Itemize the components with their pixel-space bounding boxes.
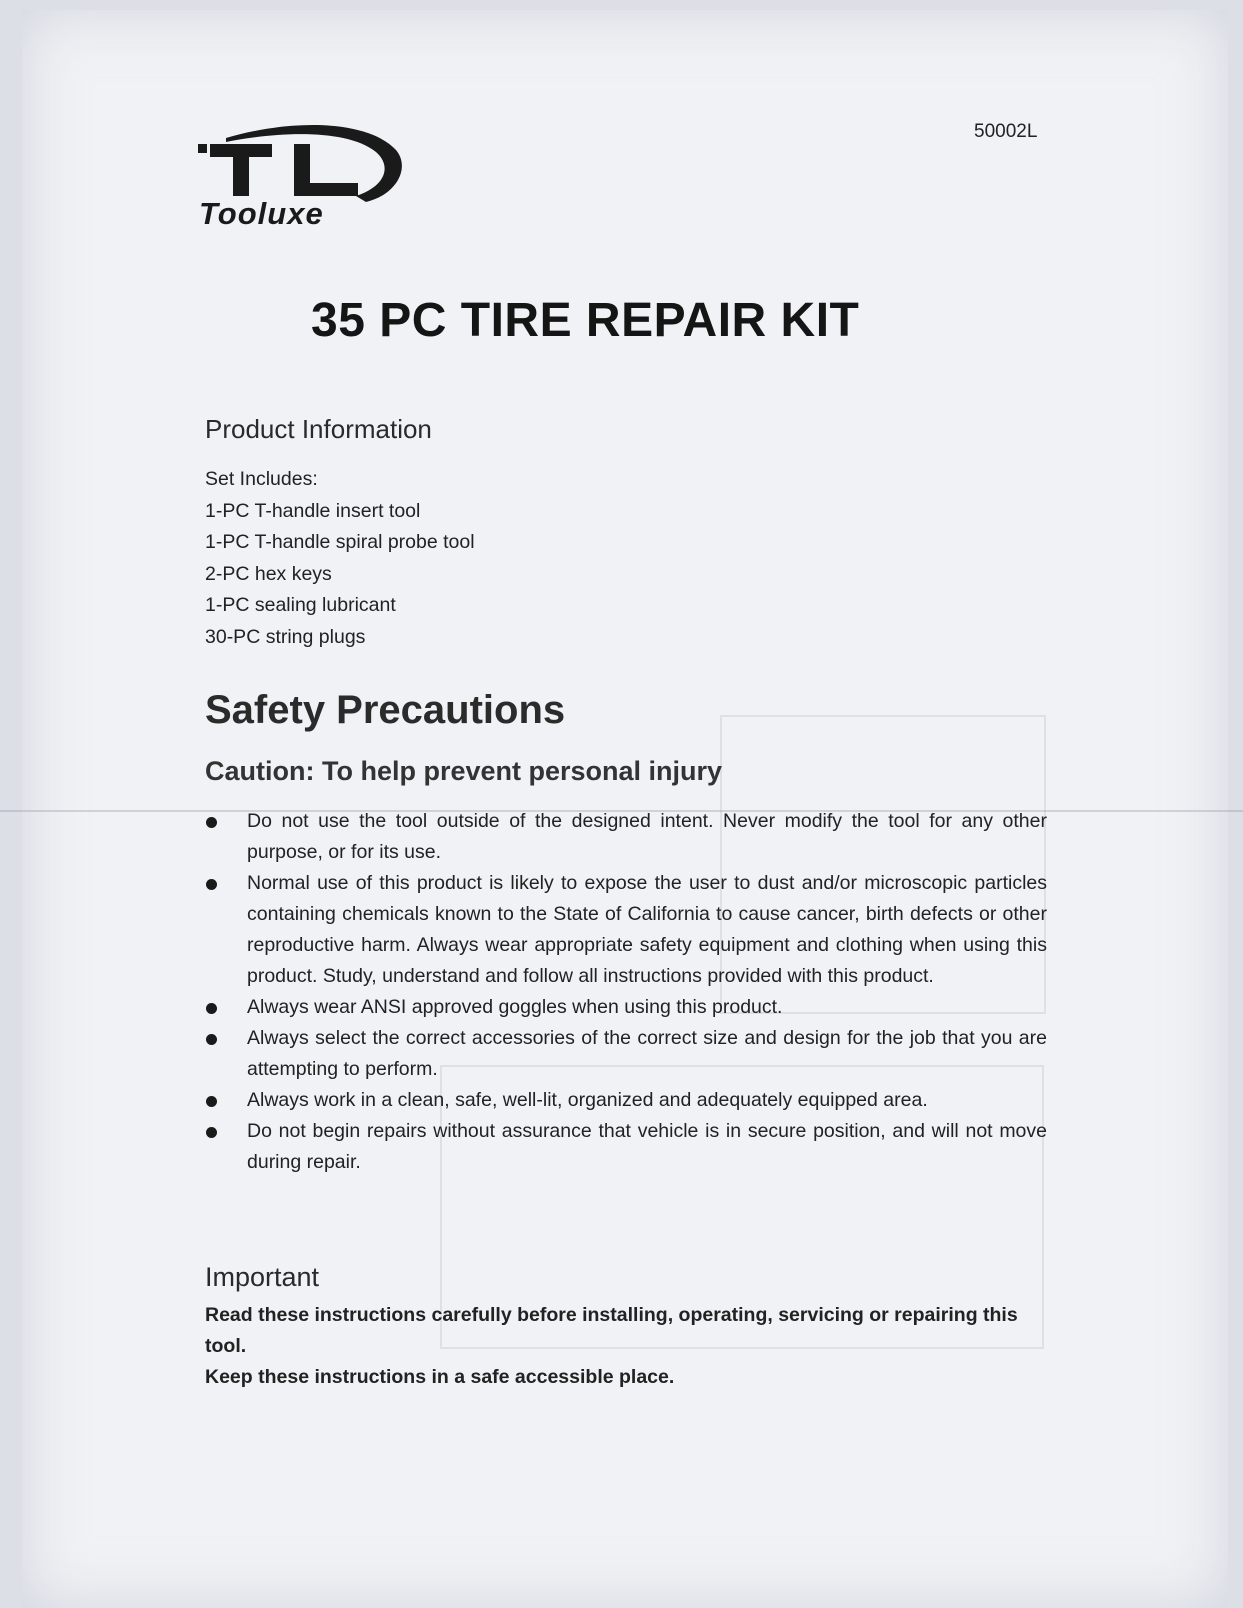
bullet-text: Do not use the tool outside of the designed intent. Never modify the tool for any other purpose, or for its use.	[247, 810, 1047, 863]
included-item: 30-PC string plugs	[205, 625, 366, 648]
bullet-icon	[206, 1003, 217, 1014]
included-item: 1-PC T-handle spiral probe tool	[205, 531, 475, 553]
set-includes-label: Set Includes:	[205, 468, 318, 490]
bullet-text: Always work in a clean, safe, well-lit, organized and adequately equipped area.	[247, 1089, 928, 1111]
set-includes-list	[205, 464, 475, 653]
bullet-text: Normal use of this product is likely to expose the user to dust and/or microscopic particles containing chemicals known to the State of California to cause cancer, birth defects or other reproductive harm. Always wear appropriate safety equipment and clothing when using this product. Study, understand and follow all instructions provided with this product.	[247, 872, 1047, 987]
safety-bullet	[205, 868, 1047, 992]
included-item: 1-PC T-handle insert tool	[205, 499, 421, 522]
bullet-icon	[206, 1034, 217, 1045]
included-item: 1-PC sealing lubricant	[205, 594, 396, 616]
bullet-icon	[206, 1127, 217, 1138]
product-information-heading: Product Information	[205, 414, 432, 444]
important-line: Keep these instructions in a safe accessible place.	[205, 1366, 675, 1388]
important-text	[205, 1300, 1047, 1393]
safety-precautions-heading: Safety Precautions	[205, 688, 566, 732]
brand-name: Tooluxe	[199, 196, 324, 231]
safety-bullet	[205, 806, 1047, 868]
caution-subheading: Caution: To help prevent personal injury	[205, 756, 723, 786]
important-line: Read these instructions carefully before installing, operating, servicing or repairing this tool.	[205, 1304, 1018, 1357]
safety-bullet	[205, 1085, 1047, 1116]
safety-bullet	[205, 992, 1047, 1023]
bullet-icon	[206, 817, 217, 828]
included-item: 2-PC hex keys	[205, 562, 332, 585]
bullet-icon	[206, 1096, 217, 1107]
important-heading: Important	[205, 1262, 320, 1292]
document-title: 35 PC TIRE REPAIR KIT	[311, 294, 860, 347]
model-number: 50002L	[974, 121, 1038, 142]
safety-bullet-list	[205, 806, 1047, 1178]
safety-bullet	[205, 1116, 1047, 1178]
bullet-icon	[206, 879, 217, 890]
bullet-text: Always select the correct accessories of the correct size and design for the job that you are attempting to perform.	[247, 1027, 1047, 1080]
bullet-text: Always wear ANSI approved goggles when using this product.	[247, 996, 783, 1018]
bullet-text: Do not begin repairs without assurance that vehicle is in secure position, and will not move during repair.	[247, 1120, 1047, 1173]
safety-bullet	[205, 1023, 1047, 1085]
